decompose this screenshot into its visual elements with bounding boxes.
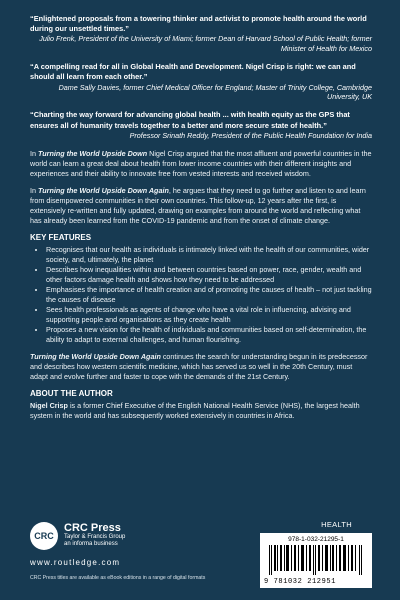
ebook-note: CRC Press titles are available as eBook editions in a range of digital formats: [30, 575, 206, 581]
quote-attribution: Julio Frenk, President of the University of Miami; former Dean of Harvard School of Public Health; former Minister of Health for Mexico: [39, 34, 372, 53]
closing-paragraph: [30, 352, 372, 382]
list-item: • Proposes a new vision for the health of individuals and communities based on self-determination, the ability to adapt to external challenges, and human flourishing.: [46, 325, 372, 345]
endorsement-quote: [30, 14, 372, 53]
author-name: Nigel Crisp: [30, 401, 68, 411]
author-bio-text: is a former Chief Executive of the English National Health Service (NHS), the largest health system in the world and has subsequently worked extensively in countries in Africa.: [30, 401, 360, 421]
followup-paragraph: [30, 186, 372, 226]
cover-footer: [30, 520, 372, 590]
key-features-list: [30, 245, 372, 345]
publisher-group: Taylor & Francis Group: [64, 534, 126, 540]
book-title: Turning the World Upside Down: [38, 149, 148, 159]
list-item: • Describes how inequalities within and between countries based on power, race, gender, wealth and other factors damage health and shows how they need to be addressed: [46, 265, 372, 285]
publisher-name: CRC Press: [64, 522, 121, 534]
list-item: • Sees health professionals as agents of change who have a vital role in influencing, advising and supporting people and organisations as they create health: [46, 305, 372, 325]
quote-attribution: Professor Srinath Reddy, President of the Public Health Foundation for India: [129, 130, 372, 140]
intro-post: Nigel Crisp argued that the most affluent and powerful countries in the world can learn a great deal about health from lower income countries with their different insights and experiences and their ability to innovate free from vested interests and received wisdom.: [30, 149, 372, 179]
publisher-tagline: an informa business: [64, 541, 118, 547]
book-title: Turning the World Upside Down Again: [30, 352, 161, 362]
publisher-website: www.routledge.com: [30, 558, 121, 567]
list-item: • Emphasises the importance of health creation and of promoting the causes of health – not just tackling the causes of disease: [46, 285, 372, 305]
author-bio: [30, 401, 372, 421]
key-features-heading: KEY FEATURES: [30, 233, 92, 243]
publisher-block: [64, 522, 125, 548]
endorsement-quote: [30, 110, 372, 140]
barcode-number: 9 781032 212951: [264, 578, 337, 586]
quote-text: “A compelling read for all in Global Health and Development. Nigel Crisp is right: we can and should all learn from each other.”: [30, 62, 356, 82]
intro-pre: In: [30, 149, 38, 159]
intro-pre: In: [30, 186, 38, 196]
back-cover-content: [30, 14, 372, 428]
book-title: Turning the World Upside Down Again: [38, 186, 169, 196]
subject-category: HEALTH: [321, 520, 352, 529]
intro-post: , he argues that they need to go further and listen to and learn from disempowered communities in their own countries. This follow-up, 12 years after the first, is extensively re-written and fully updated, drawing on examples from around the world and reflecting what has already been learned from the COVID-19 pandemic and from the onset of climate change.: [30, 186, 366, 226]
barcode-bars-icon: [267, 545, 365, 575]
endorsement-quote: [30, 62, 372, 101]
barcode: [260, 533, 372, 588]
about-author-heading: ABOUT THE AUTHOR: [30, 389, 113, 399]
quote-attribution: Dame Sally Davies, former Chief Medical Officer for England; Master of Trinity College, Cambridge University, UK: [58, 82, 372, 102]
intro-paragraph: [30, 149, 372, 179]
quote-text: “Charting the way forward for advancing global health ... with health equity as the GPS that ensures all of humanity travels together to a better and more secure state of health.”: [30, 110, 350, 130]
crc-logo-icon: CRC: [30, 522, 58, 550]
closing-text: continues the search for understanding begun in its predecessor and describes how western scientific medicine, which has served us so well in the 20th Century, must adapt and evolve further and faster to cope with the demands of the 21st Century.: [30, 352, 368, 382]
isbn-number: 978-1-032-21295-1: [288, 536, 344, 543]
list-item: • Recognises that our health as individuals is intimately linked with the health of our communities, wider society, and, ultimately, the planet: [46, 245, 372, 265]
quote-text: “Enlightened proposals from a towering thinker and activist to promote health around the world during our unsettled times.”: [30, 14, 367, 34]
